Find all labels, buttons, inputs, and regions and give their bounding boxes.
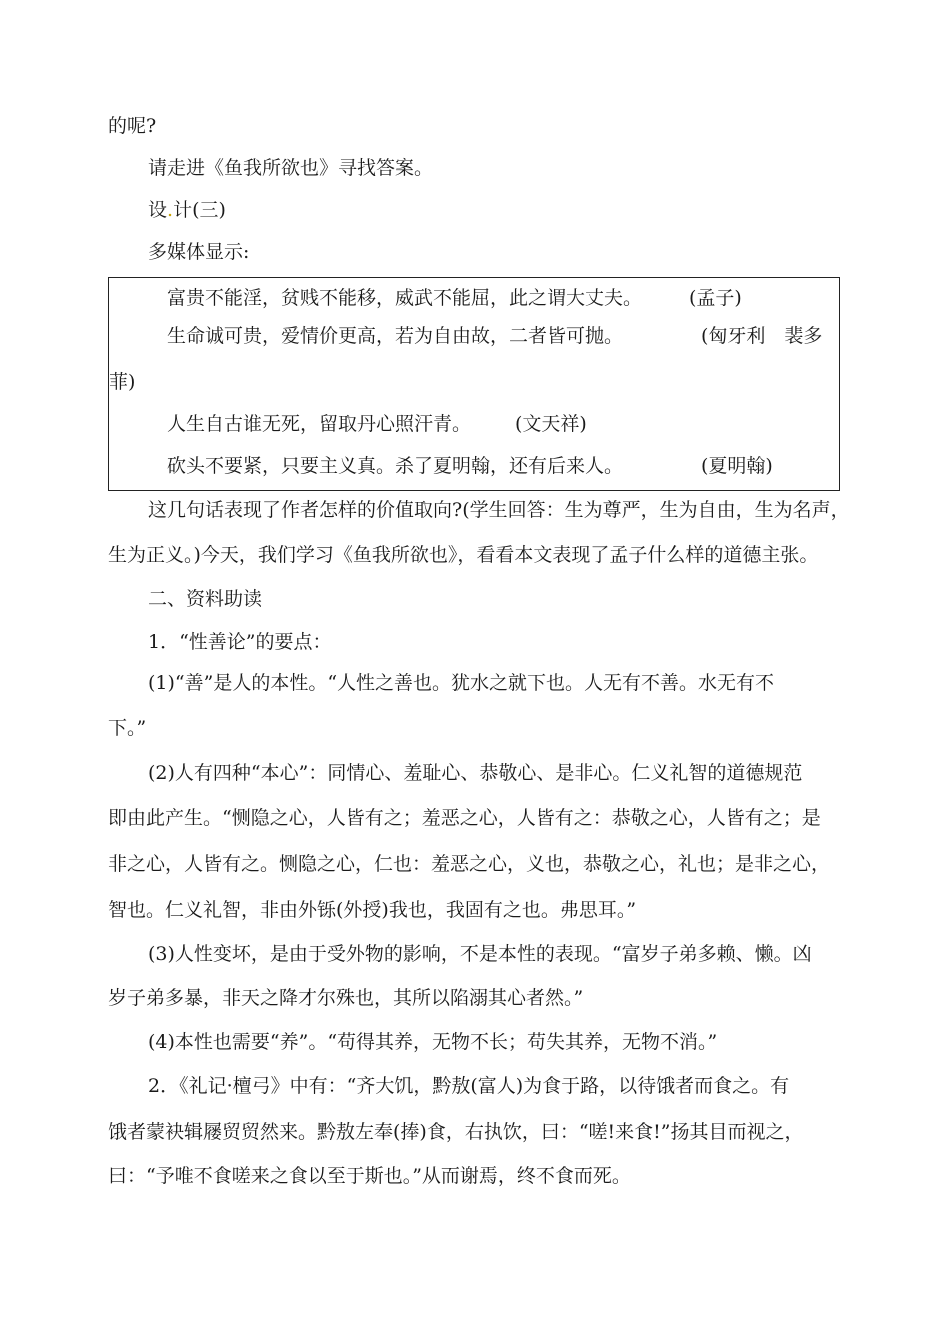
text-line: 1．“性善论”的要点： bbox=[148, 631, 332, 653]
text-line: 多媒体显示: bbox=[148, 241, 250, 263]
text-line: 饿者蒙袂辑屦贸贸然来。黔敖左奉(捧)食，右执饮，曰：“嗟!来食!”扬其目而视之， bbox=[108, 1121, 804, 1143]
quote-box bbox=[108, 277, 840, 491]
text-line: 生为正义。)今天，我们学习《鱼我所欲也》，看看本文表现了孟子什么样的道德主张。 bbox=[108, 544, 819, 566]
text-line: 2．《礼记·檀弓》中有：“齐大饥，黔敖(富人)为食于路，以待饿者而食之。有 bbox=[148, 1075, 790, 1097]
text-line: 非之心，人皆有之。恻隐之心，仁也：羞恶之心，义也，恭敬之心，礼也；是非之心， bbox=[108, 853, 831, 875]
text-line: 这几句话表现了作者怎样的价值取向?(学生回答：生为尊严，生为自由，生为名声， bbox=[148, 499, 850, 521]
quote-source: (文天祥) bbox=[515, 413, 587, 435]
quote-source: (夏明翰) bbox=[701, 455, 773, 477]
quote-text: 砍头不要紧，只要主义真。杀了夏明翰，还有后来人。 bbox=[167, 455, 624, 477]
text-line: 请走进《鱼我所欲也》寻找答案。 bbox=[148, 157, 434, 179]
quote-source: (孟子) bbox=[689, 287, 742, 309]
text-line: (3)人性变坏，是由于受外物的影响，不是本性的表现。“富岁子弟多赖、懒。凶 bbox=[148, 943, 812, 965]
section-heading bbox=[148, 198, 226, 222]
section-heading: 二、资料助读 bbox=[148, 588, 263, 610]
quote-source: 菲) bbox=[109, 371, 136, 393]
text-line: 即由此产生。“恻隐之心，人皆有之；羞恶之心，人皆有之：恭敬之心，人皆有之；是 bbox=[108, 807, 821, 829]
text-fragment: 设 bbox=[148, 199, 168, 221]
text-fragment: 计(三) bbox=[173, 199, 226, 221]
text-line: (4)本性也需要“养”。“苟得其养，无物不长；苟失其养，无物不消。” bbox=[148, 1031, 718, 1053]
text-line: 岁子弟多暴，非天之降才尔殊也，其所以陷溺其心者然。” bbox=[108, 987, 584, 1009]
quote-text: 富贵不能淫，贫贱不能移，威武不能屈，此之谓大丈夫。 bbox=[167, 287, 643, 309]
text-line: 的呢? bbox=[108, 115, 157, 137]
quote-text: 生命诚可贵，爱情价更高，若为自由故，二者皆可抛。 bbox=[167, 325, 624, 347]
quote-source: (匈牙利 裴多 bbox=[701, 325, 823, 347]
text-line: 智也。仁义礼智，非由外铄(外授)我也，我固有之也。弗思耳。” bbox=[108, 899, 637, 921]
text-line: (1)“善”是人的本性。“人性之善也。犹水之就下也。人无有不善。水无有不 bbox=[148, 672, 775, 694]
text-line: 曰：“予唯不食嗟来之食以至于斯也。”从而谢焉，终不食而死。 bbox=[108, 1165, 631, 1187]
text-line: 下。” bbox=[108, 717, 147, 739]
quote-text: 人生自古谁无死，留取丹心照汗青。 bbox=[167, 413, 472, 435]
dot-mark: . bbox=[167, 199, 174, 221]
text-line: (2)人有四种“本心”：同情心、羞耻心、恭敬心、是非心。仁义礼智的道德规范 bbox=[148, 762, 803, 784]
